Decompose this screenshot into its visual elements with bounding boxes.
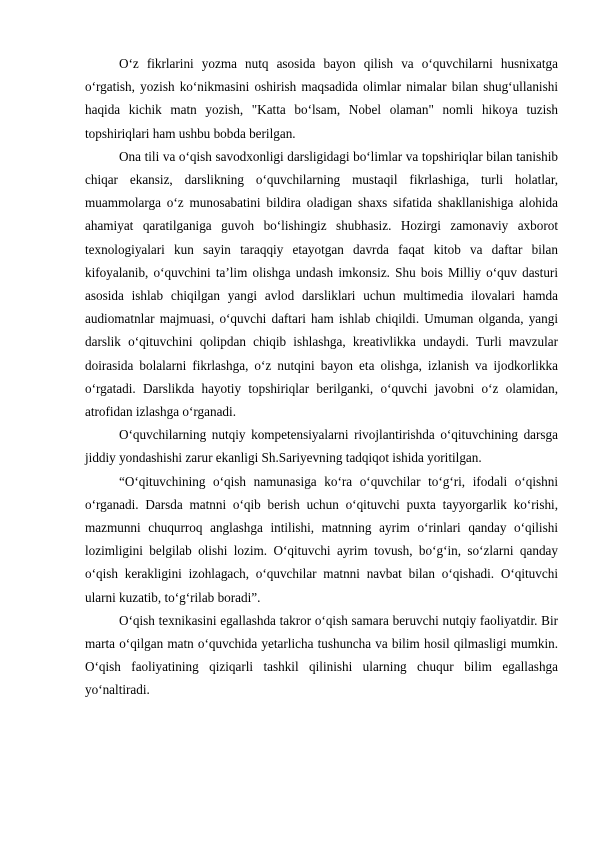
paragraph: “O‘qituvchining o‘qish namunasiga ko‘ra o‘quvchilar to‘g‘ri, ifodali o‘qishni o‘rganadi. Darsda matnni o‘qib berish uchun o‘qituvchi puxta tayyorgarlik ko‘rishi, mazmunni chuqurroq anglashga intilishi, matnning ayrim o‘rinlari qanday o‘qilishi lozimligini belgilab olishi lozim. O‘qituvchi ayrim tovush, bo‘g‘in, so‘zlarni qanday o‘qish kerakligini izohlagach, o‘quvchilar matnni navbat bilan o‘qishadi. O‘qituvchi ularni kuzatib, to‘g‘rilab boradi”. [85,473,558,605]
paragraph: O‘z fikrlarini yozma nutq asosida bayon qilish va o‘quvchilarni husnixatga o‘rgatish, yozish ko‘nikmasini oshirish maqsadida olimlar nimalar bilan shug‘ullanishi haqida kichik matn yozish, "Katta bo‘lsam, Nobel olaman" nomli hikoya tuzish topshiriqlari ham ushbu bobda berilgan. [85,56,558,141]
paragraph: O‘quvchilarning nutqiy kompetensiyalarni rivojlantirishda o‘qituvchining darsga jiddiy yondashishi zarur ekanligi Sh.Sariyevning tadqiqot ishida yoritilgan. [85,427,558,466]
body-text [85,52,558,702]
paragraph: O‘qish texnikasini egallashda takror o‘qish samara beruvchi nutqiy faoliyatdir. Bir marta o‘qilgan matn o‘quvchida yetarlicha tushuncha va bilim hosil qilmasligi mumkin. O‘qish faoliyatining qiziqarli tashkil qilinishi ularning chuqur bilim egallashga yo‘naltiradi. [85,612,558,698]
paragraph: Ona tili va o‘qish savodxonligi darsligidagi bo‘limlar va topshiriqlar bilan tanishib chiqar ekansiz, darslikning o‘quvchilarning mustaqil fikrlashiga, turli holatlar, muammolarga o‘z munosabatini bildira oladigan shaxs sifatida shakllanishiga alohida ahamiyat qaratilganiga guvoh bo‘lishingiz shubhasiz. Hozirgi zamonaviy axborot texnologiyalari kun sayin taraqqiy etayotgan davrda faqat kitob va daftar bilan kifoyalanib, o‘quvchini ta’lim olishga undash imkonsiz. Shu bois Milliy o‘quv dasturi asosida ishlab chiqilgan yangi avlod darsliklari uchun multimedia ilovalari hamda audiomatnlar majmuasi, o‘quvchi daftari ham ishlab chiqildi. Umuman olganda, yangi darslik o‘qituvchini qolipdan chiqib ishlashga, kreativlikka undaydi. Turli mavzular doirasida bolalarni fikrlashga, o‘z nutqini bayon eta olishga, izlanish va ijodkorlikka o‘rgatadi. Darslikda hayotiy topshiriqlar berilganki, o‘quvchi javobni o‘z olamidan, atrofidan izlashga o‘rganadi. [85,148,558,420]
